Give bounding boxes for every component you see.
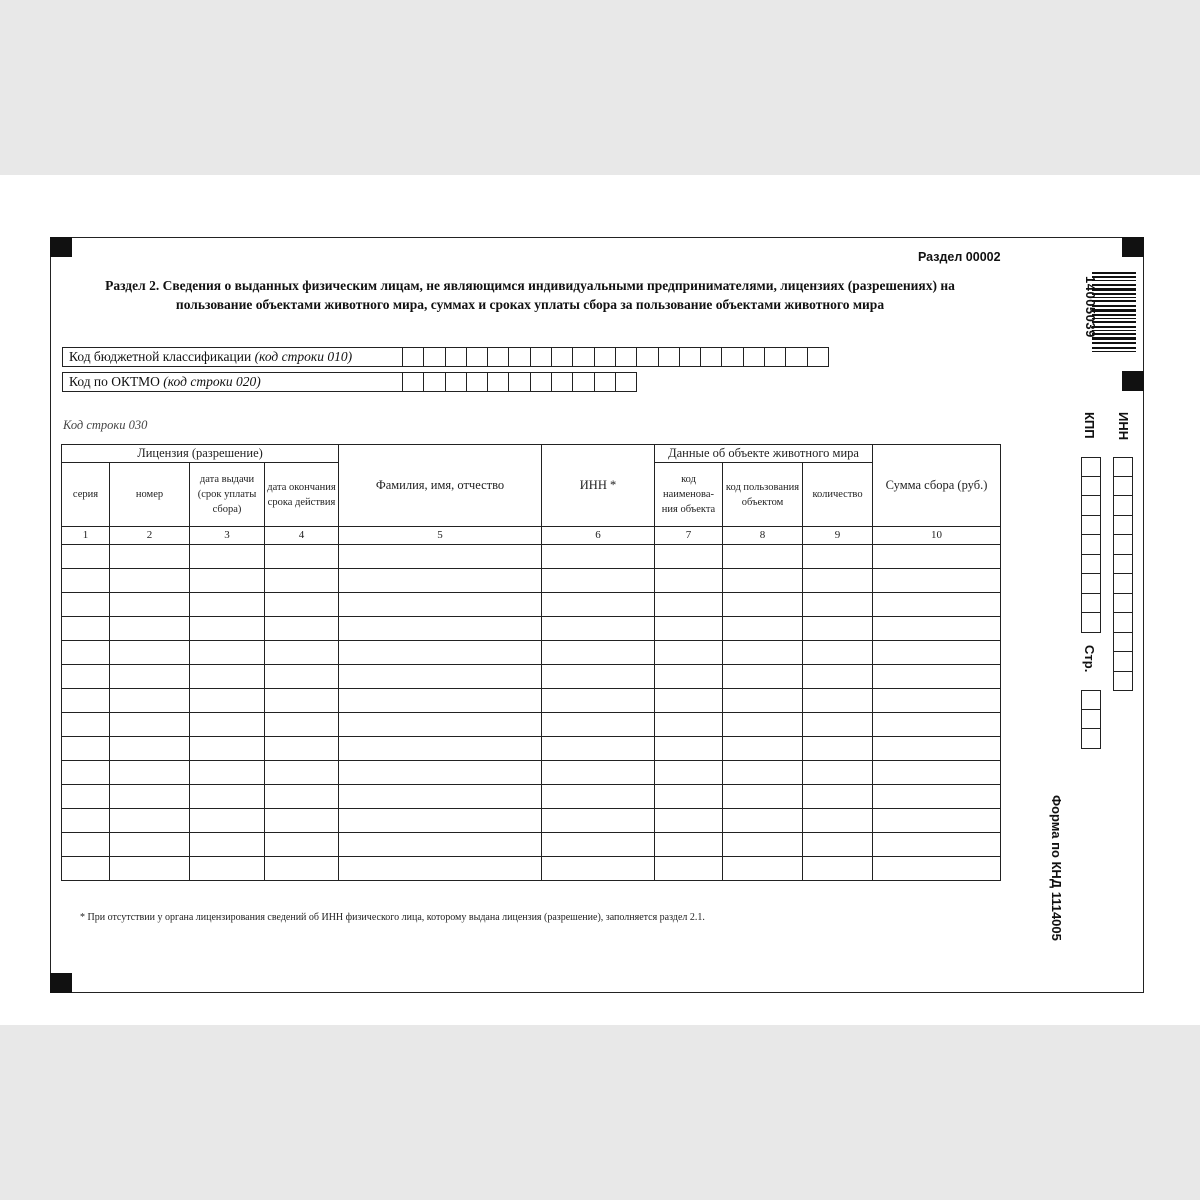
- table-cell[interactable]: [62, 545, 110, 569]
- table-cell[interactable]: [110, 593, 190, 617]
- table-cell[interactable]: [873, 809, 1001, 833]
- table-cell[interactable]: [190, 569, 265, 593]
- table-row: [62, 809, 1001, 833]
- corner-marker-top-right: [1122, 237, 1144, 257]
- inn-digit-cell[interactable]: [1113, 574, 1133, 594]
- page-digit-cell[interactable]: [1081, 710, 1101, 730]
- table-cell[interactable]: [873, 761, 1001, 785]
- table-cell[interactable]: [339, 569, 542, 593]
- oktmo-digit-cell[interactable]: [573, 372, 594, 392]
- table-cell[interactable]: [110, 857, 190, 881]
- table-cell[interactable]: [542, 713, 655, 737]
- table-cell[interactable]: [110, 785, 190, 809]
- table-cell[interactable]: [190, 689, 265, 713]
- kbk-digit-cell[interactable]: [595, 347, 616, 367]
- table-cell[interactable]: [723, 761, 803, 785]
- kbk-digit-cell[interactable]: [722, 347, 743, 367]
- table-cell[interactable]: [542, 689, 655, 713]
- table-cell[interactable]: [190, 593, 265, 617]
- table-cell[interactable]: [339, 785, 542, 809]
- header-sum: Сумма сбора (руб.): [873, 445, 1001, 527]
- table-cell[interactable]: [803, 545, 873, 569]
- table-cell[interactable]: [265, 809, 339, 833]
- table-cell[interactable]: [723, 857, 803, 881]
- table-cell[interactable]: [339, 641, 542, 665]
- inn-digit-cell[interactable]: [1113, 594, 1133, 614]
- corner-marker-top-left: [50, 237, 72, 257]
- table-cell[interactable]: [110, 545, 190, 569]
- table-cell[interactable]: [339, 737, 542, 761]
- table-cell[interactable]: [542, 593, 655, 617]
- table-cell[interactable]: [542, 761, 655, 785]
- kbk-digit-cell[interactable]: [616, 347, 637, 367]
- table-cell[interactable]: [873, 833, 1001, 857]
- table-cell[interactable]: [873, 569, 1001, 593]
- kbk-digit-cell[interactable]: [424, 347, 445, 367]
- table-cell[interactable]: [873, 593, 1001, 617]
- table-cell[interactable]: [339, 545, 542, 569]
- kpp-digit-cell[interactable]: [1081, 613, 1101, 633]
- table-cell[interactable]: [339, 833, 542, 857]
- oktmo-digit-cell[interactable]: [595, 372, 616, 392]
- table-cell[interactable]: [190, 545, 265, 569]
- header-series: серия: [62, 463, 110, 527]
- header-end-date: дата окончания срока действия: [265, 463, 339, 527]
- table-cell[interactable]: [110, 641, 190, 665]
- table-cell[interactable]: [62, 641, 110, 665]
- column-number: 6: [542, 527, 655, 545]
- table-cell[interactable]: [265, 593, 339, 617]
- table-cell[interactable]: [873, 665, 1001, 689]
- kbk-digit-cell[interactable]: [765, 347, 786, 367]
- table-cell[interactable]: [190, 833, 265, 857]
- table-cell[interactable]: [190, 857, 265, 881]
- corner-marker-bottom-left: [50, 973, 72, 993]
- footnote: * При отсутствии у органа лицензирования сведений об ИНН физического лица, которому выдана лицензия (разрешение), заполняется раздел 2.1.: [80, 912, 705, 923]
- oktmo-digit-cell[interactable]: [531, 372, 552, 392]
- table-row: [62, 689, 1001, 713]
- table-cell[interactable]: [723, 593, 803, 617]
- table-cell[interactable]: [542, 833, 655, 857]
- kbk-input-cells[interactable]: [403, 347, 829, 367]
- form-knd-label: Форма по КНД 1114005: [1049, 795, 1064, 941]
- table-cell[interactable]: [190, 785, 265, 809]
- oktmo-digit-cell[interactable]: [552, 372, 573, 392]
- table-cell[interactable]: [542, 857, 655, 881]
- table-row: [62, 665, 1001, 689]
- table-cell[interactable]: [542, 737, 655, 761]
- table-cell[interactable]: [339, 857, 542, 881]
- kbk-digit-cell[interactable]: [786, 347, 807, 367]
- table-cell[interactable]: [110, 569, 190, 593]
- kbk-digit-cell[interactable]: [403, 347, 424, 367]
- header-number: номер: [110, 463, 190, 527]
- form-title: Раздел 2. Сведения о выданных физическим лицам, не являющимся индивидуальными предпринимателями, лицензиях (разрешениях) на пользование объектами животного мира, суммах и сроках уплаты сбора за пользование объектами животного мира: [105, 278, 955, 312]
- table-cell[interactable]: [873, 785, 1001, 809]
- table-cell[interactable]: [723, 545, 803, 569]
- table-row: [62, 569, 1001, 593]
- table-cell[interactable]: [655, 665, 723, 689]
- kbk-digit-cell[interactable]: [509, 347, 530, 367]
- table-cell[interactable]: [803, 809, 873, 833]
- kpp-digit-cell[interactable]: [1081, 496, 1101, 516]
- kpp-digit-cell[interactable]: [1081, 594, 1101, 614]
- inn-digit-cell[interactable]: [1113, 535, 1133, 555]
- table-cell[interactable]: [542, 617, 655, 641]
- inn-digit-cell[interactable]: [1113, 555, 1133, 575]
- page-side-label: Стр.: [1082, 645, 1097, 673]
- table-cell[interactable]: [803, 737, 873, 761]
- table-cell[interactable]: [62, 761, 110, 785]
- table-cell[interactable]: [265, 785, 339, 809]
- kbk-digit-cell[interactable]: [573, 347, 594, 367]
- table-cell[interactable]: [62, 665, 110, 689]
- column-number: 3: [190, 527, 265, 545]
- table-cell[interactable]: [803, 569, 873, 593]
- table-row: [62, 641, 1001, 665]
- oktmo-digit-cell[interactable]: [467, 372, 488, 392]
- table-row: [62, 593, 1001, 617]
- table-row: [62, 761, 1001, 785]
- inn-digit-cell[interactable]: [1113, 457, 1133, 477]
- kpp-side-cells[interactable]: [1081, 457, 1101, 633]
- table-cell[interactable]: [110, 833, 190, 857]
- table-cell[interactable]: [655, 713, 723, 737]
- table-cell[interactable]: [265, 569, 339, 593]
- oktmo-digit-cell[interactable]: [509, 372, 530, 392]
- table-cell[interactable]: [110, 713, 190, 737]
- table-cell[interactable]: [265, 617, 339, 641]
- table-cell[interactable]: [723, 569, 803, 593]
- kpp-digit-cell[interactable]: [1081, 516, 1101, 536]
- row-code-label: Код строки 030: [63, 418, 148, 432]
- table-cell[interactable]: [655, 569, 723, 593]
- table-cell[interactable]: [803, 617, 873, 641]
- table-cell[interactable]: [62, 737, 110, 761]
- kbk-field: [62, 347, 829, 367]
- table-cell[interactable]: [655, 857, 723, 881]
- inn-digit-cell[interactable]: [1113, 613, 1133, 633]
- oktmo-digit-cell[interactable]: [424, 372, 445, 392]
- table-cell[interactable]: [542, 809, 655, 833]
- column-number: 4: [265, 527, 339, 545]
- kbk-digit-cell[interactable]: [446, 347, 467, 367]
- table-cell[interactable]: [265, 545, 339, 569]
- table-cell[interactable]: [265, 857, 339, 881]
- table-cell[interactable]: [62, 569, 110, 593]
- table-cell[interactable]: [723, 833, 803, 857]
- table-cell[interactable]: [655, 785, 723, 809]
- table-cell[interactable]: [265, 761, 339, 785]
- table-cell[interactable]: [62, 785, 110, 809]
- kbk-digit-cell[interactable]: [488, 347, 509, 367]
- kbk-digit-cell[interactable]: [531, 347, 552, 367]
- header-license-group: Лицензия (разрешение): [62, 445, 339, 463]
- table-cell[interactable]: [62, 593, 110, 617]
- table-cell[interactable]: [110, 689, 190, 713]
- column-number-row: [62, 527, 1001, 545]
- oktmo-digit-cell[interactable]: [616, 372, 637, 392]
- table-row: [62, 617, 1001, 641]
- table-row: [62, 833, 1001, 857]
- table-cell[interactable]: [723, 689, 803, 713]
- table-cell[interactable]: [655, 545, 723, 569]
- table-cell[interactable]: [265, 713, 339, 737]
- table-cell[interactable]: [655, 689, 723, 713]
- inn-digit-cell[interactable]: [1113, 496, 1133, 516]
- table-cell[interactable]: [190, 761, 265, 785]
- header-usage-code: код пользования объектом: [723, 463, 803, 527]
- table-cell[interactable]: [803, 713, 873, 737]
- table-cell[interactable]: [723, 641, 803, 665]
- inn-digit-cell[interactable]: [1113, 633, 1133, 653]
- table-cell[interactable]: [265, 737, 339, 761]
- table-cell[interactable]: [339, 761, 542, 785]
- kbk-digit-cell[interactable]: [552, 347, 573, 367]
- table-row: [62, 785, 1001, 809]
- table-cell[interactable]: [190, 617, 265, 641]
- table-cell[interactable]: [655, 593, 723, 617]
- table-cell[interactable]: [190, 713, 265, 737]
- table-cell[interactable]: [542, 569, 655, 593]
- column-number: 9: [803, 527, 873, 545]
- table-cell[interactable]: [62, 833, 110, 857]
- table-cell[interactable]: [873, 617, 1001, 641]
- kpp-side-label: КПП: [1082, 412, 1097, 439]
- kpp-digit-cell[interactable]: [1081, 477, 1101, 497]
- column-number: 8: [723, 527, 803, 545]
- table-cell[interactable]: [723, 617, 803, 641]
- table-cell[interactable]: [190, 737, 265, 761]
- table-cell[interactable]: [542, 665, 655, 689]
- table-cell[interactable]: [265, 665, 339, 689]
- license-table: [61, 444, 1001, 881]
- table-cell[interactable]: [62, 809, 110, 833]
- table-cell[interactable]: [62, 689, 110, 713]
- table-cell[interactable]: [723, 665, 803, 689]
- section-code: Раздел 00002: [918, 250, 1001, 264]
- table-cell[interactable]: [110, 665, 190, 689]
- table-cell[interactable]: [110, 617, 190, 641]
- corner-marker-mid-right: [1122, 371, 1144, 391]
- table-row: [62, 737, 1001, 761]
- header-inn: ИНН *: [542, 445, 655, 527]
- oktmo-label: Код по ОКТМО (код строки 020): [62, 372, 403, 392]
- table-cell[interactable]: [655, 761, 723, 785]
- table-cell[interactable]: [655, 617, 723, 641]
- table-cell[interactable]: [110, 737, 190, 761]
- table-cell[interactable]: [62, 617, 110, 641]
- header-object-group: Данные об объекте животного мира: [655, 445, 873, 463]
- table-cell[interactable]: [265, 641, 339, 665]
- table-cell[interactable]: [110, 761, 190, 785]
- kbk-digit-cell[interactable]: [680, 347, 701, 367]
- column-number: 1: [62, 527, 110, 545]
- kbk-digit-cell[interactable]: [637, 347, 658, 367]
- table-cell[interactable]: [542, 545, 655, 569]
- inn-digit-cell[interactable]: [1113, 516, 1133, 536]
- inn-digit-cell[interactable]: [1113, 672, 1133, 692]
- table-cell[interactable]: [62, 857, 110, 881]
- table-row: [62, 713, 1001, 737]
- table-cell[interactable]: [873, 857, 1001, 881]
- oktmo-digit-cell[interactable]: [403, 372, 424, 392]
- table-cell[interactable]: [542, 641, 655, 665]
- table-cell[interactable]: [723, 713, 803, 737]
- table-cell[interactable]: [803, 761, 873, 785]
- column-number: 5: [339, 527, 542, 545]
- oktmo-digit-cell[interactable]: [488, 372, 509, 392]
- table-cell[interactable]: [339, 809, 542, 833]
- oktmo-input-cells[interactable]: [403, 372, 637, 392]
- column-number: 10: [873, 527, 1001, 545]
- oktmo-digit-cell[interactable]: [446, 372, 467, 392]
- page-side-cells[interactable]: [1081, 690, 1101, 749]
- table-cell[interactable]: [265, 689, 339, 713]
- table-cell[interactable]: [655, 737, 723, 761]
- kbk-label: Код бюджетной классификации (код строки 010): [62, 347, 403, 367]
- table-cell[interactable]: [265, 833, 339, 857]
- table-cell[interactable]: [723, 737, 803, 761]
- table-cell[interactable]: [655, 809, 723, 833]
- table-cell[interactable]: [803, 665, 873, 689]
- kpp-digit-cell[interactable]: [1081, 555, 1101, 575]
- kbk-digit-cell[interactable]: [701, 347, 722, 367]
- header-issue-date: дата выдачи (срок уплаты сбора): [190, 463, 265, 527]
- table-cell[interactable]: [873, 713, 1001, 737]
- table-cell[interactable]: [873, 737, 1001, 761]
- table-cell[interactable]: [803, 785, 873, 809]
- kbk-digit-cell[interactable]: [744, 347, 765, 367]
- table-cell[interactable]: [803, 833, 873, 857]
- kbk-digit-cell[interactable]: [808, 347, 829, 367]
- table-cell[interactable]: [190, 641, 265, 665]
- table-cell[interactable]: [803, 593, 873, 617]
- table-cell[interactable]: [655, 833, 723, 857]
- table-cell[interactable]: [803, 641, 873, 665]
- inn-side-label: ИНН: [1116, 412, 1131, 441]
- table-cell[interactable]: [723, 785, 803, 809]
- table-cell[interactable]: [873, 545, 1001, 569]
- inn-digit-cell[interactable]: [1113, 477, 1133, 497]
- table-cell[interactable]: [339, 593, 542, 617]
- table-cell[interactable]: [803, 689, 873, 713]
- kbk-digit-cell[interactable]: [659, 347, 680, 367]
- barcode: [1092, 272, 1136, 352]
- kbk-digit-cell[interactable]: [467, 347, 488, 367]
- table-cell[interactable]: [190, 809, 265, 833]
- table-cell[interactable]: [542, 785, 655, 809]
- column-number: 2: [110, 527, 190, 545]
- table-row: [62, 857, 1001, 881]
- kpp-digit-cell[interactable]: [1081, 457, 1101, 477]
- table-cell[interactable]: [339, 665, 542, 689]
- header-quantity: количество: [803, 463, 873, 527]
- table-cell[interactable]: [190, 665, 265, 689]
- oktmo-field: [62, 372, 637, 392]
- header-object-code: код наименова-ния объекта: [655, 463, 723, 527]
- table-cell[interactable]: [62, 713, 110, 737]
- column-number: 7: [655, 527, 723, 545]
- table-cell[interactable]: [873, 641, 1001, 665]
- kpp-digit-cell[interactable]: [1081, 535, 1101, 555]
- header-fio: Фамилия, имя, отчество: [339, 445, 542, 527]
- inn-digit-cell[interactable]: [1113, 652, 1133, 672]
- table-cell[interactable]: [655, 641, 723, 665]
- table-cell[interactable]: [110, 809, 190, 833]
- table-cell[interactable]: [339, 713, 542, 737]
- table-cell[interactable]: [873, 689, 1001, 713]
- table-cell[interactable]: [803, 857, 873, 881]
- table-row: [62, 545, 1001, 569]
- page-digit-cell[interactable]: [1081, 690, 1101, 710]
- table-cell[interactable]: [339, 617, 542, 641]
- barcode-number: 14005039: [1083, 276, 1098, 338]
- table-cell[interactable]: [339, 689, 542, 713]
- table-cell[interactable]: [723, 809, 803, 833]
- kpp-digit-cell[interactable]: [1081, 574, 1101, 594]
- inn-side-cells[interactable]: [1113, 457, 1133, 691]
- page-digit-cell[interactable]: [1081, 729, 1101, 749]
